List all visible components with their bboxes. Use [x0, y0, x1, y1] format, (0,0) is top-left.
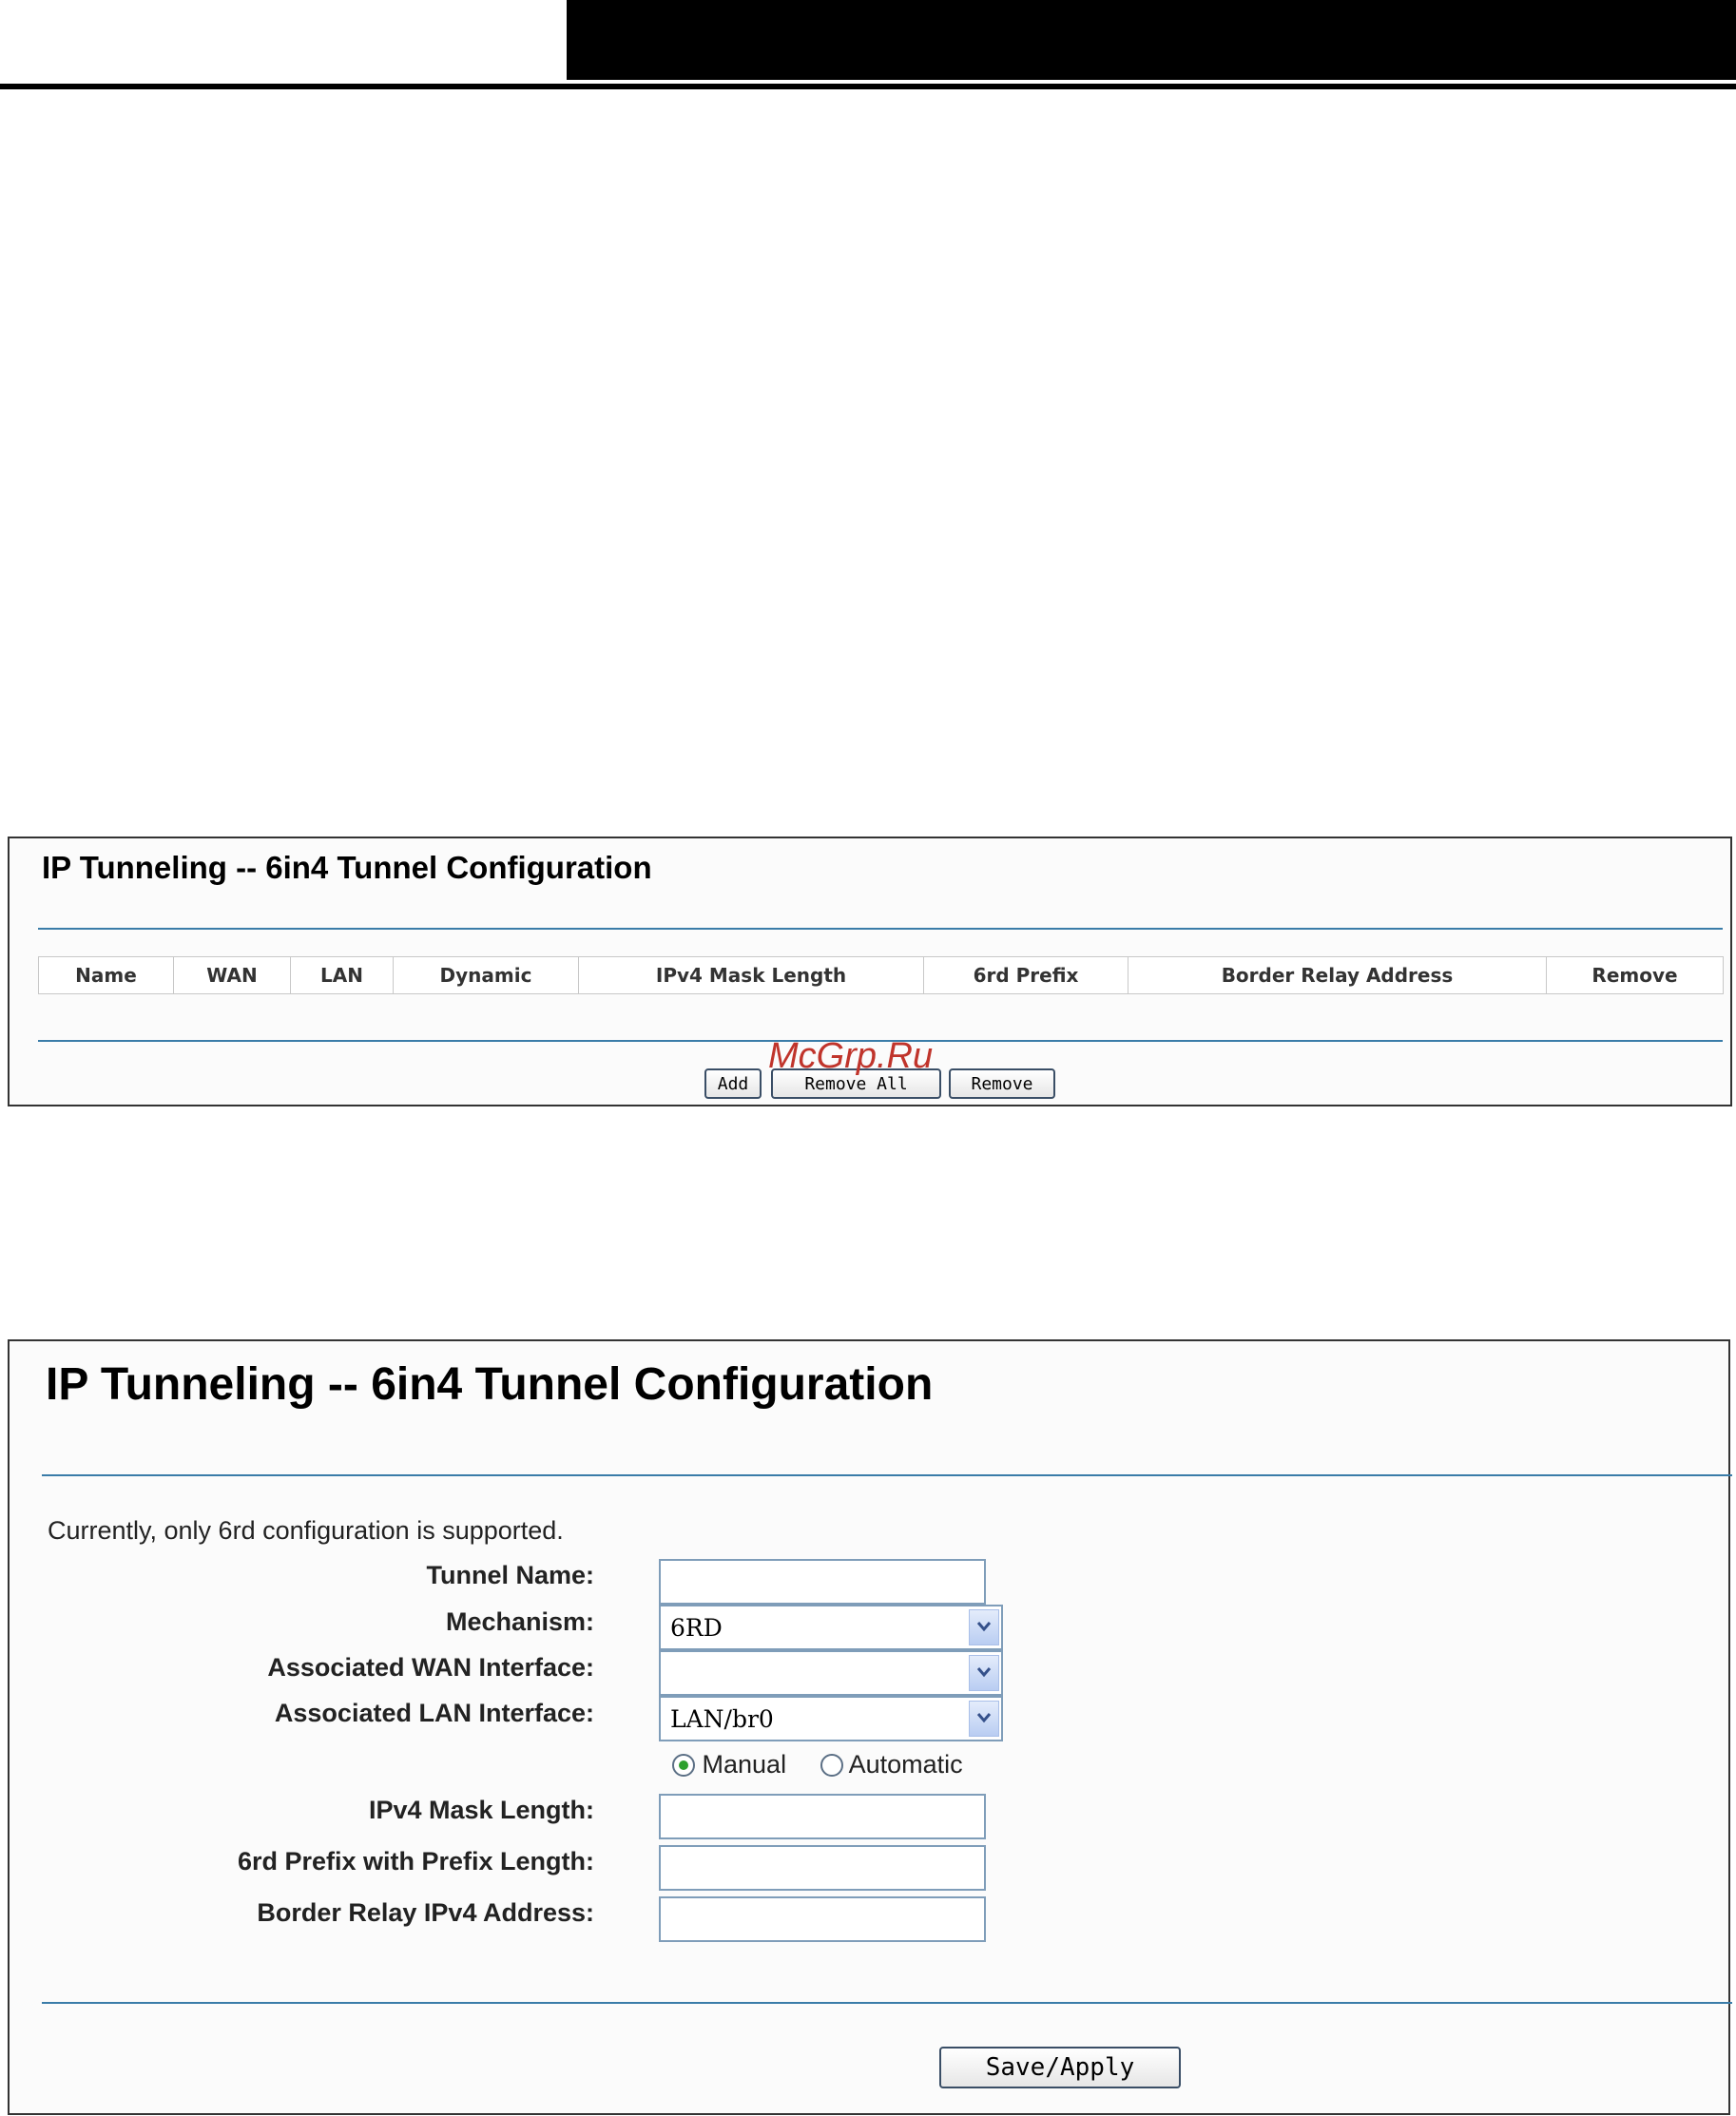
column-header-wan: WAN: [174, 957, 291, 994]
table-header-row: [39, 957, 1724, 994]
intro-text: Currently, only 6rd configuration is supported.: [48, 1516, 564, 1545]
chevron-down-icon[interactable]: [969, 1609, 999, 1645]
mechanism-value: 6RD: [670, 1614, 723, 1642]
add-button[interactable]: Add: [704, 1068, 762, 1099]
column-header-lan: LAN: [291, 957, 394, 994]
chevron-down-icon[interactable]: [969, 1701, 999, 1737]
tunnel-name-input[interactable]: [659, 1559, 986, 1605]
prefix-input[interactable]: [659, 1845, 986, 1891]
mode-radio-group: [672, 1750, 963, 1779]
column-header-border-relay-address: Border Relay Address: [1128, 957, 1547, 994]
save-apply-button[interactable]: Save/Apply: [939, 2047, 1181, 2088]
divider: [38, 928, 1723, 930]
column-header-name: Name: [39, 957, 174, 994]
tunnel-config-panel: [8, 1339, 1730, 2115]
remove-button[interactable]: Remove: [949, 1068, 1055, 1099]
page-title: IP Tunneling -- 6in4 Tunnel Configuration: [42, 850, 652, 885]
chevron-down-icon[interactable]: [969, 1655, 999, 1691]
automatic-radio[interactable]: [820, 1754, 843, 1777]
prefix-label: 6rd Prefix with Prefix Length:: [237, 1847, 594, 1876]
watermark: McGrp.Ru: [768, 1036, 934, 1076]
border-relay-label: Border Relay IPv4 Address:: [257, 1898, 594, 1927]
remove-all-button[interactable]: Remove All: [771, 1068, 941, 1099]
lan-interface-label: Associated LAN Interface:: [274, 1699, 594, 1727]
column-header-remove: Remove: [1547, 957, 1724, 994]
manual-radio-label[interactable]: Manual: [702, 1750, 787, 1779]
wan-interface-label: Associated WAN Interface:: [267, 1653, 594, 1682]
mechanism-label: Mechanism:: [445, 1607, 594, 1636]
column-header-ipv4-mask-length: IPv4 Mask Length: [579, 957, 924, 994]
wan-interface-select[interactable]: [659, 1650, 1003, 1696]
border-relay-input[interactable]: [659, 1896, 986, 1942]
lan-interface-select[interactable]: [659, 1696, 1003, 1741]
tunnel-name-label: Tunnel Name:: [426, 1561, 594, 1589]
divider: [42, 2002, 1732, 2004]
tunnel-table: [38, 956, 1724, 994]
mechanism-select[interactable]: [659, 1605, 1003, 1650]
column-header-6rd-prefix: 6rd Prefix: [924, 957, 1128, 994]
lan-interface-value: LAN/br0: [670, 1705, 774, 1733]
header-rule: [0, 84, 1736, 89]
divider: [42, 1474, 1732, 1476]
ipv4-mask-length-label: IPv4 Mask Length:: [368, 1796, 594, 1824]
column-header-dynamic: Dynamic: [394, 957, 579, 994]
header-bar: [567, 0, 1736, 80]
ipv4-mask-length-input[interactable]: [659, 1794, 986, 1839]
manual-radio[interactable]: [672, 1754, 695, 1777]
automatic-radio-label[interactable]: Automatic: [848, 1750, 963, 1779]
page-title: IP Tunneling -- 6in4 Tunnel Configuration: [46, 1359, 934, 1410]
